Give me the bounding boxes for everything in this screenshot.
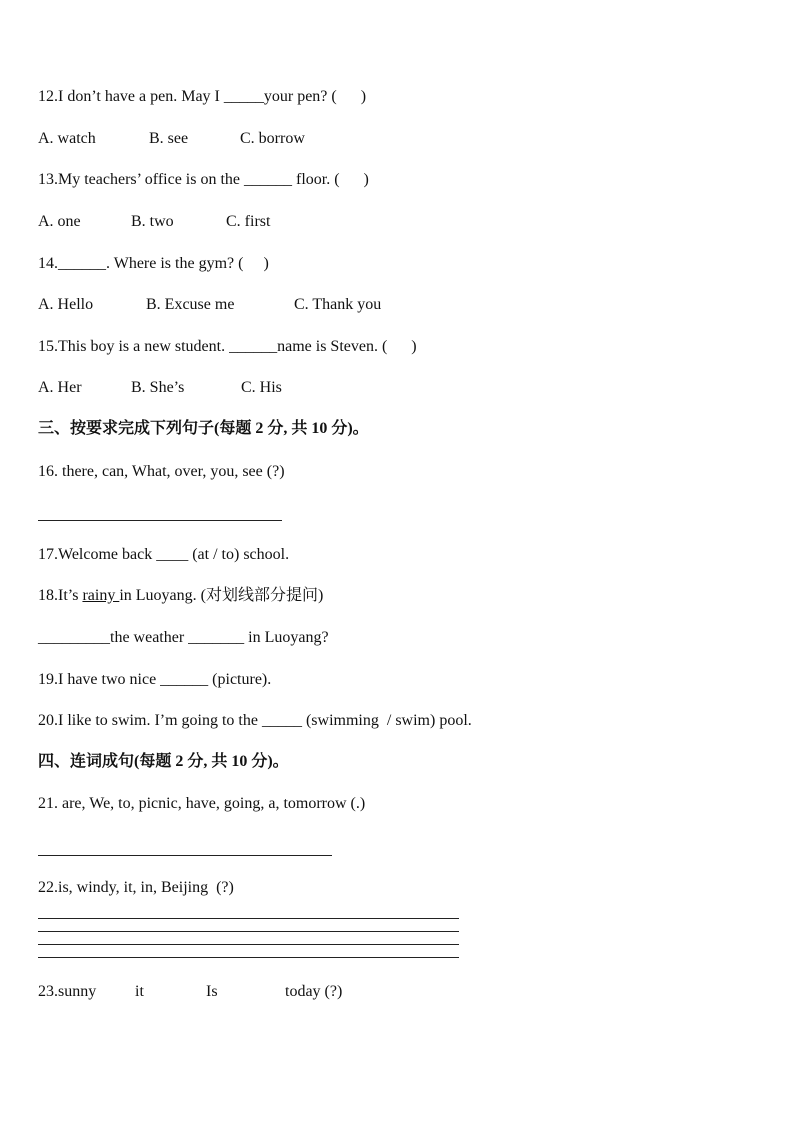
q15-option-b: B. She’s xyxy=(131,379,185,396)
q14-option-b: B. Excuse me xyxy=(146,296,235,313)
q15-option-a: A. Her xyxy=(38,379,82,396)
question-13: 13.My teachers’ office is on the ______ floor. ( ) xyxy=(38,171,369,188)
question-20: 20.I like to swim. I’m going to the _____ (swimming / swim) pool. xyxy=(38,712,472,729)
q23-word-2: it xyxy=(135,983,144,1000)
question-22: 22.is, windy, it, in, Beijing (?) xyxy=(38,879,234,896)
q18-prefix: 18.It’s xyxy=(38,587,83,604)
q18-answer-template: _________the weather _______ in Luoyang? xyxy=(38,629,329,646)
q22-answer-line-1 xyxy=(38,918,459,919)
q13-option-a: A. one xyxy=(38,213,81,230)
q18-suffix: in Luoyang. (对划线部分提问) xyxy=(119,587,324,604)
q22-answer-line-4 xyxy=(38,957,459,958)
q12-option-b: B. see xyxy=(149,130,189,147)
q23-word-3: Is xyxy=(206,983,218,1000)
q13-option-c: C. first xyxy=(226,213,271,230)
q12-option-c: C. borrow xyxy=(240,130,305,147)
question-15: 15.This boy is a new student. ______name is Steven. ( ) xyxy=(38,338,417,355)
section-4-title: 四、连词成句(每题 2 分, 共 10 分)。 xyxy=(38,753,289,770)
q12-option-a: A. watch xyxy=(38,130,96,147)
q14-option-a: A. Hello xyxy=(38,296,94,313)
q14-option-c: C. Thank you xyxy=(294,296,382,313)
question-21: 21. are, We, to, picnic, have, going, a, tomorrow (.) xyxy=(38,795,366,812)
q21-answer-line xyxy=(38,855,332,856)
q22-answer-line-2 xyxy=(38,931,459,932)
section-3-title: 三、按要求完成下列句子(每题 2 分, 共 10 分)。 xyxy=(38,420,369,437)
q22-answer-line-3 xyxy=(38,944,459,945)
q18-underlined-word: rainy xyxy=(82,587,120,604)
question-17: 17.Welcome back ____ (at / to) school. xyxy=(38,546,290,563)
q23-word-4: today (?) xyxy=(285,983,343,1000)
question-14: 14.______. Where is the gym? ( ) xyxy=(38,255,269,272)
q16-answer-line xyxy=(38,520,282,521)
q15-option-c: C. His xyxy=(241,379,282,396)
q23-word-1: 23.sunny xyxy=(38,983,97,1000)
question-16: 16. there, can, What, over, you, see (?) xyxy=(38,463,285,480)
q13-option-b: B. two xyxy=(131,213,174,230)
question-19: 19.I have two nice ______ (picture). xyxy=(38,671,272,688)
question-12: 12.I don’t have a pen. May I _____your pen? ( ) xyxy=(38,88,367,105)
question-18 xyxy=(38,586,323,606)
